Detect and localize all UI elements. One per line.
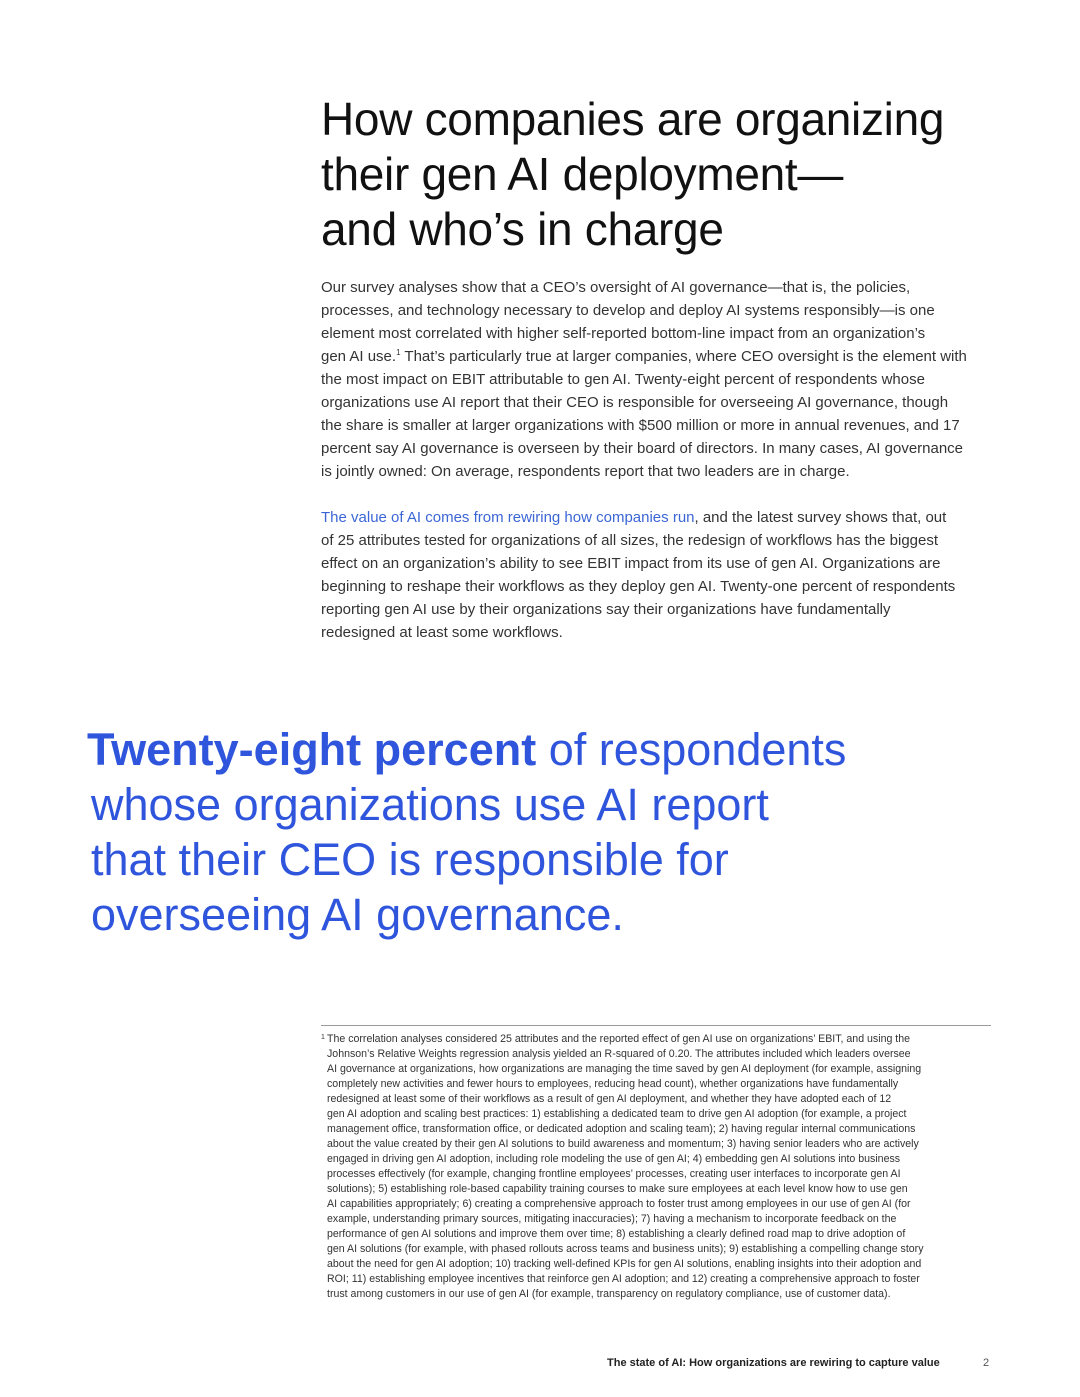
paragraph-text: gen AI use. <box>321 348 397 365</box>
footnote-line: AI governance at organizations, how organizations are managing the time saved by gen AI deployment (for example, assigning <box>327 1063 922 1075</box>
footnote-line: ROI; 11) establishing employee incentives that reinforce gen AI adoption; and 12) creating a comprehensive approach to foster <box>327 1273 920 1285</box>
pull-quote-text: of respondents <box>536 724 847 775</box>
paragraph-line: percent say AI governance is overseen by their board of directors. In many cases, AI governance <box>321 440 964 457</box>
paragraph-line: element most correlated with higher self-reported bottom-line impact from an organization’s <box>321 325 926 342</box>
footnote-line: completely new activities and fewer hours to employees, reducing head count), whether organizations have fundamentally <box>327 1078 899 1090</box>
footer-report-title: The state of AI: How organizations are rewiring to capture value <box>607 1357 940 1369</box>
paragraph-line: of 25 attributes tested for organizations of all sizes, the redesign of workflows has the biggest <box>321 532 939 549</box>
footnote <box>321 1032 1001 1302</box>
page-title-line: their gen AI deployment— <box>321 148 844 200</box>
footnote-line: Johnson’s Relative Weights regression analysis yielded an R-squared of 0.20. The attributes included which leaders oversee <box>327 1048 911 1060</box>
paragraph-line <box>321 506 1001 529</box>
footnote-line: gen AI adoption and scaling best practices: 1) establishing a dedicated team to drive gen AI adoption (for example, a project <box>327 1108 907 1120</box>
paragraph-line: Our survey analyses show that a CEO’s oversight of AI governance—that is, the policies, <box>321 279 911 296</box>
pull-quote <box>87 722 987 942</box>
footnote-line: about the need for gen AI adoption; 10) tracking well-defined KPIs for gen AI solutions, enabling insights into their adoption and <box>327 1258 922 1270</box>
paragraph-line: organizations use AI report that their CEO is responsible for overseeing AI governance, though <box>321 394 949 411</box>
pull-quote-emphasis: Twenty-eight percent <box>87 724 537 775</box>
footnote-line: solutions); 5) establishing role-based capability training courses to make sure employees at each level know how to use gen <box>327 1183 908 1195</box>
footnote-line: engaged in driving gen AI adoption, including role modeling the use of gen AI; 4) embedding gen AI solutions into business <box>327 1153 901 1165</box>
paragraph-line: the share is smaller at larger organizations with $500 million or more in annual revenues, and 17 <box>321 417 960 434</box>
footnote-divider <box>321 1025 991 1026</box>
footnote-line: trust among customers in our use of gen AI (for example, transparency on regulatory compliance, use of customer data). <box>327 1288 891 1300</box>
footnote-line: performance of gen AI solutions and improve them over time; 8) establishing a clearly defined road map to drive adoption of <box>327 1228 906 1240</box>
article-link-rewiring[interactable]: The value of AI comes from rewiring how companies run <box>321 509 695 526</box>
footnote-line: The correlation analyses considered 25 attributes and the reported effect of gen AI use on organizations’ EBIT, and using the <box>327 1033 911 1045</box>
page-number: 2 <box>983 1357 990 1369</box>
footnote-line: example, understanding primary sources, mitigating inaccuracies); 7) having a mechanism to incorporate feedback on the <box>327 1213 897 1225</box>
paragraph-line: processes, and technology necessary to develop and deploy AI systems responsibly—is one <box>321 302 935 319</box>
paragraph-line <box>321 345 1001 368</box>
footnote-line: management office, transformation office, or dedicated adoption and scaling team); 2) having regular internal communications <box>327 1123 916 1135</box>
page-title-line: and who’s in charge <box>321 203 724 255</box>
footnote-marker: 1 <box>321 1034 325 1041</box>
pull-quote-line: whose organizations use AI report <box>91 779 769 830</box>
pull-quote-line: overseeing AI governance. <box>91 889 624 940</box>
footnote-reference[interactable]: 1 <box>396 348 401 357</box>
body-paragraph-ceo-oversight <box>321 276 1001 483</box>
page-title <box>321 92 1021 257</box>
paragraph-line: is jointly owned: On average, respondents report that two leaders are in charge. <box>321 463 850 480</box>
body-paragraph-workflows <box>321 506 1001 644</box>
paragraph-text: , and the latest survey shows that, out <box>694 509 947 526</box>
footnote-line: gen AI solutions (for example, with phased rollouts across teams and business units); 9) establishing a compelling change story <box>327 1243 924 1255</box>
paragraph-text: That’s particularly true at larger companies, where CEO oversight is the element with <box>400 348 967 365</box>
paragraph-line: beginning to reshape their workflows as they deploy gen AI. Twenty-one percent of respondents <box>321 578 956 595</box>
paragraph-line: effect on an organization’s ability to see EBIT impact from its use of gen AI. Organizations are <box>321 555 941 572</box>
footnote-line: redesigned at least some of their workflows as a result of gen AI deployment, and whether they have adopted each of 12 <box>327 1093 892 1105</box>
paragraph-line: redesigned at least some workflows. <box>321 624 563 641</box>
page-title-line: How companies are organizing <box>321 93 945 145</box>
footnote-line: AI capabilities appropriately; 6) creating a comprehensive approach to foster trust among employees in our use of gen AI (for <box>327 1198 911 1210</box>
footnote-line: about the value created by their gen AI solutions to build awareness and momentum; 3) having senior leaders who are actively <box>327 1138 919 1150</box>
pull-quote-line: that their CEO is responsible for <box>91 834 729 885</box>
pull-quote-line <box>87 722 987 777</box>
paragraph-line: reporting gen AI use by their organizations say their organizations have fundamentally <box>321 601 891 618</box>
footnote-line: processes effectively (for example, changing frontline employees’ processes, creating user interfaces to incorporate gen AI <box>327 1168 901 1180</box>
paragraph-line: the most impact on EBIT attributable to gen AI. Twenty-eight percent of respondents whose <box>321 371 925 388</box>
